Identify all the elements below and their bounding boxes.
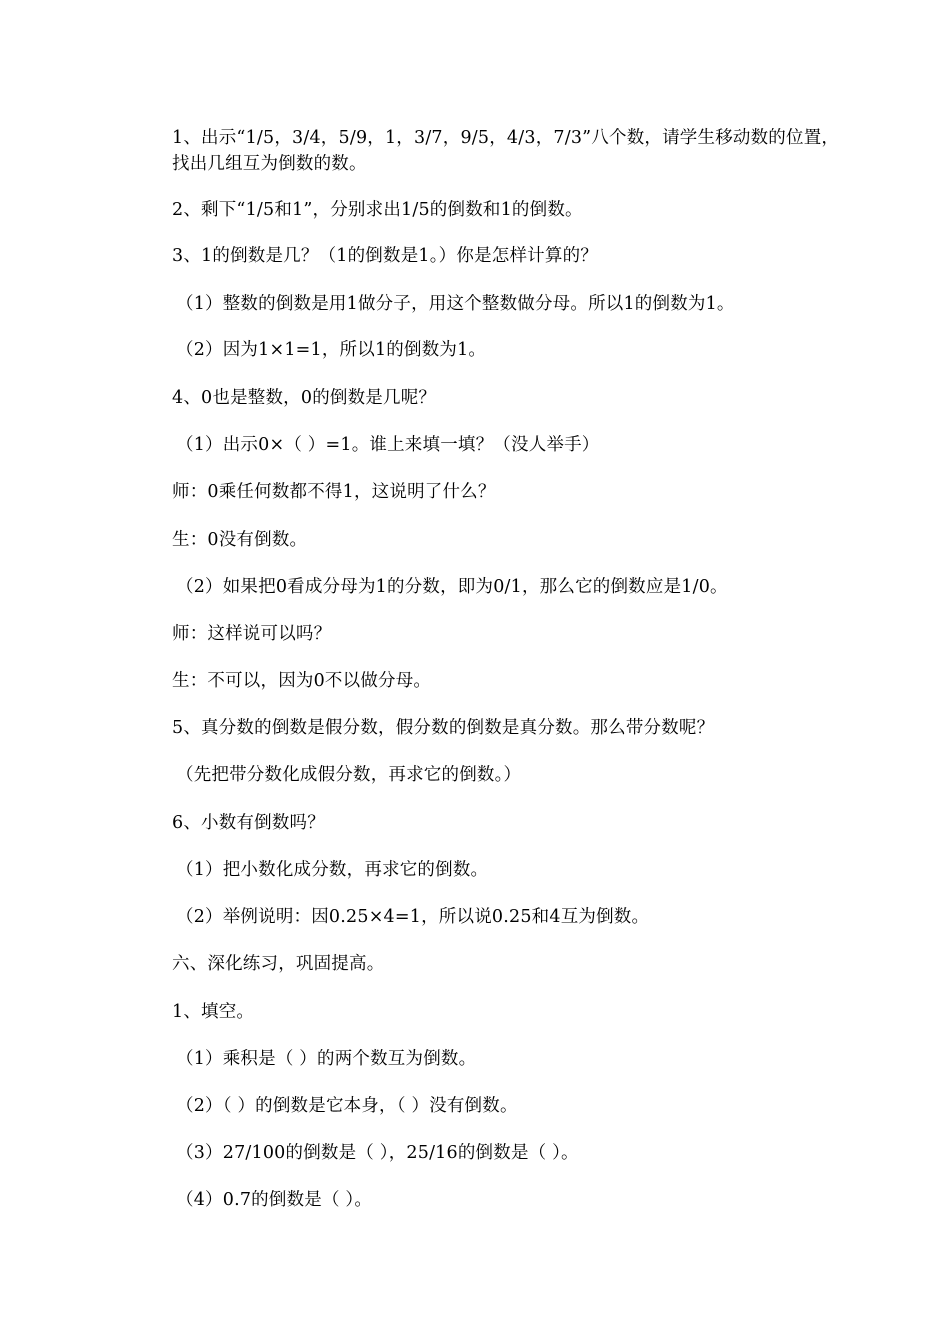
text-line: （3）27/100的倒数是（ ），25/16的倒数是（ ）。 (176, 1143, 579, 1163)
text-line: 生：0没有倒数。 (172, 530, 308, 550)
text-line: （1）出示0×（ ）=1。谁上来填一填？（没人举手） (176, 435, 600, 455)
text-line: （2）（ ）的倒数是它本身，（ ）没有倒数。 (176, 1096, 518, 1116)
text-line: （2）因为1×1=1，所以1的倒数为1。 (176, 340, 487, 360)
text-line: （2）如果把0看成分母为1的分数，即为0/1，那么它的倒数应是1/0。 (176, 577, 728, 597)
text-line: 六、深化练习，巩固提高。 (172, 954, 385, 974)
text-line: （先把带分数化成假分数，再求它的倒数。） (176, 765, 522, 785)
text-line: 生：不可以，因为0不以做分母。 (172, 671, 432, 691)
text-line: 5、真分数的倒数是假分数，假分数的倒数是真分数。那么带分数呢？ (172, 718, 715, 738)
text-line: （1）乘积是（ ）的两个数互为倒数。 (176, 1049, 477, 1069)
text-line: 找出几组互为倒数的数。 (172, 154, 367, 174)
text-line: 2、剩下“1/5和1”，分别求出1/5的倒数和1的倒数。 (172, 200, 583, 220)
text-line: 师：这样说可以吗？ (172, 624, 332, 644)
text-line: （1）把小数化成分数，再求它的倒数。 (176, 860, 489, 880)
text-line: （4）0.7的倒数是（ ）。 (176, 1190, 373, 1210)
text-line: 6、小数有倒数吗？ (172, 813, 325, 833)
text-line: 1、出示“1/5，3/4，5/9，1，3/7，9/5，4/3，7/3”八个数，请学生移动数的位置， (172, 128, 840, 148)
text-line: 3、1的倒数是几？（1的倒数是1。）你是怎样计算的？ (172, 246, 598, 266)
text-line: （1）整数的倒数是用1做分子，用这个整数做分母。所以1的倒数为1。 (176, 294, 735, 314)
text-line: 师：0乘任何数都不得1，这说明了什么？ (172, 482, 496, 502)
text-line: 4、0也是整数，0的倒数是几呢？ (172, 388, 437, 408)
text-line: 1、填空。 (172, 1002, 255, 1022)
text-line: （2）举例说明：因0.25×4=1，所以说0.25和4互为倒数。 (176, 907, 650, 927)
